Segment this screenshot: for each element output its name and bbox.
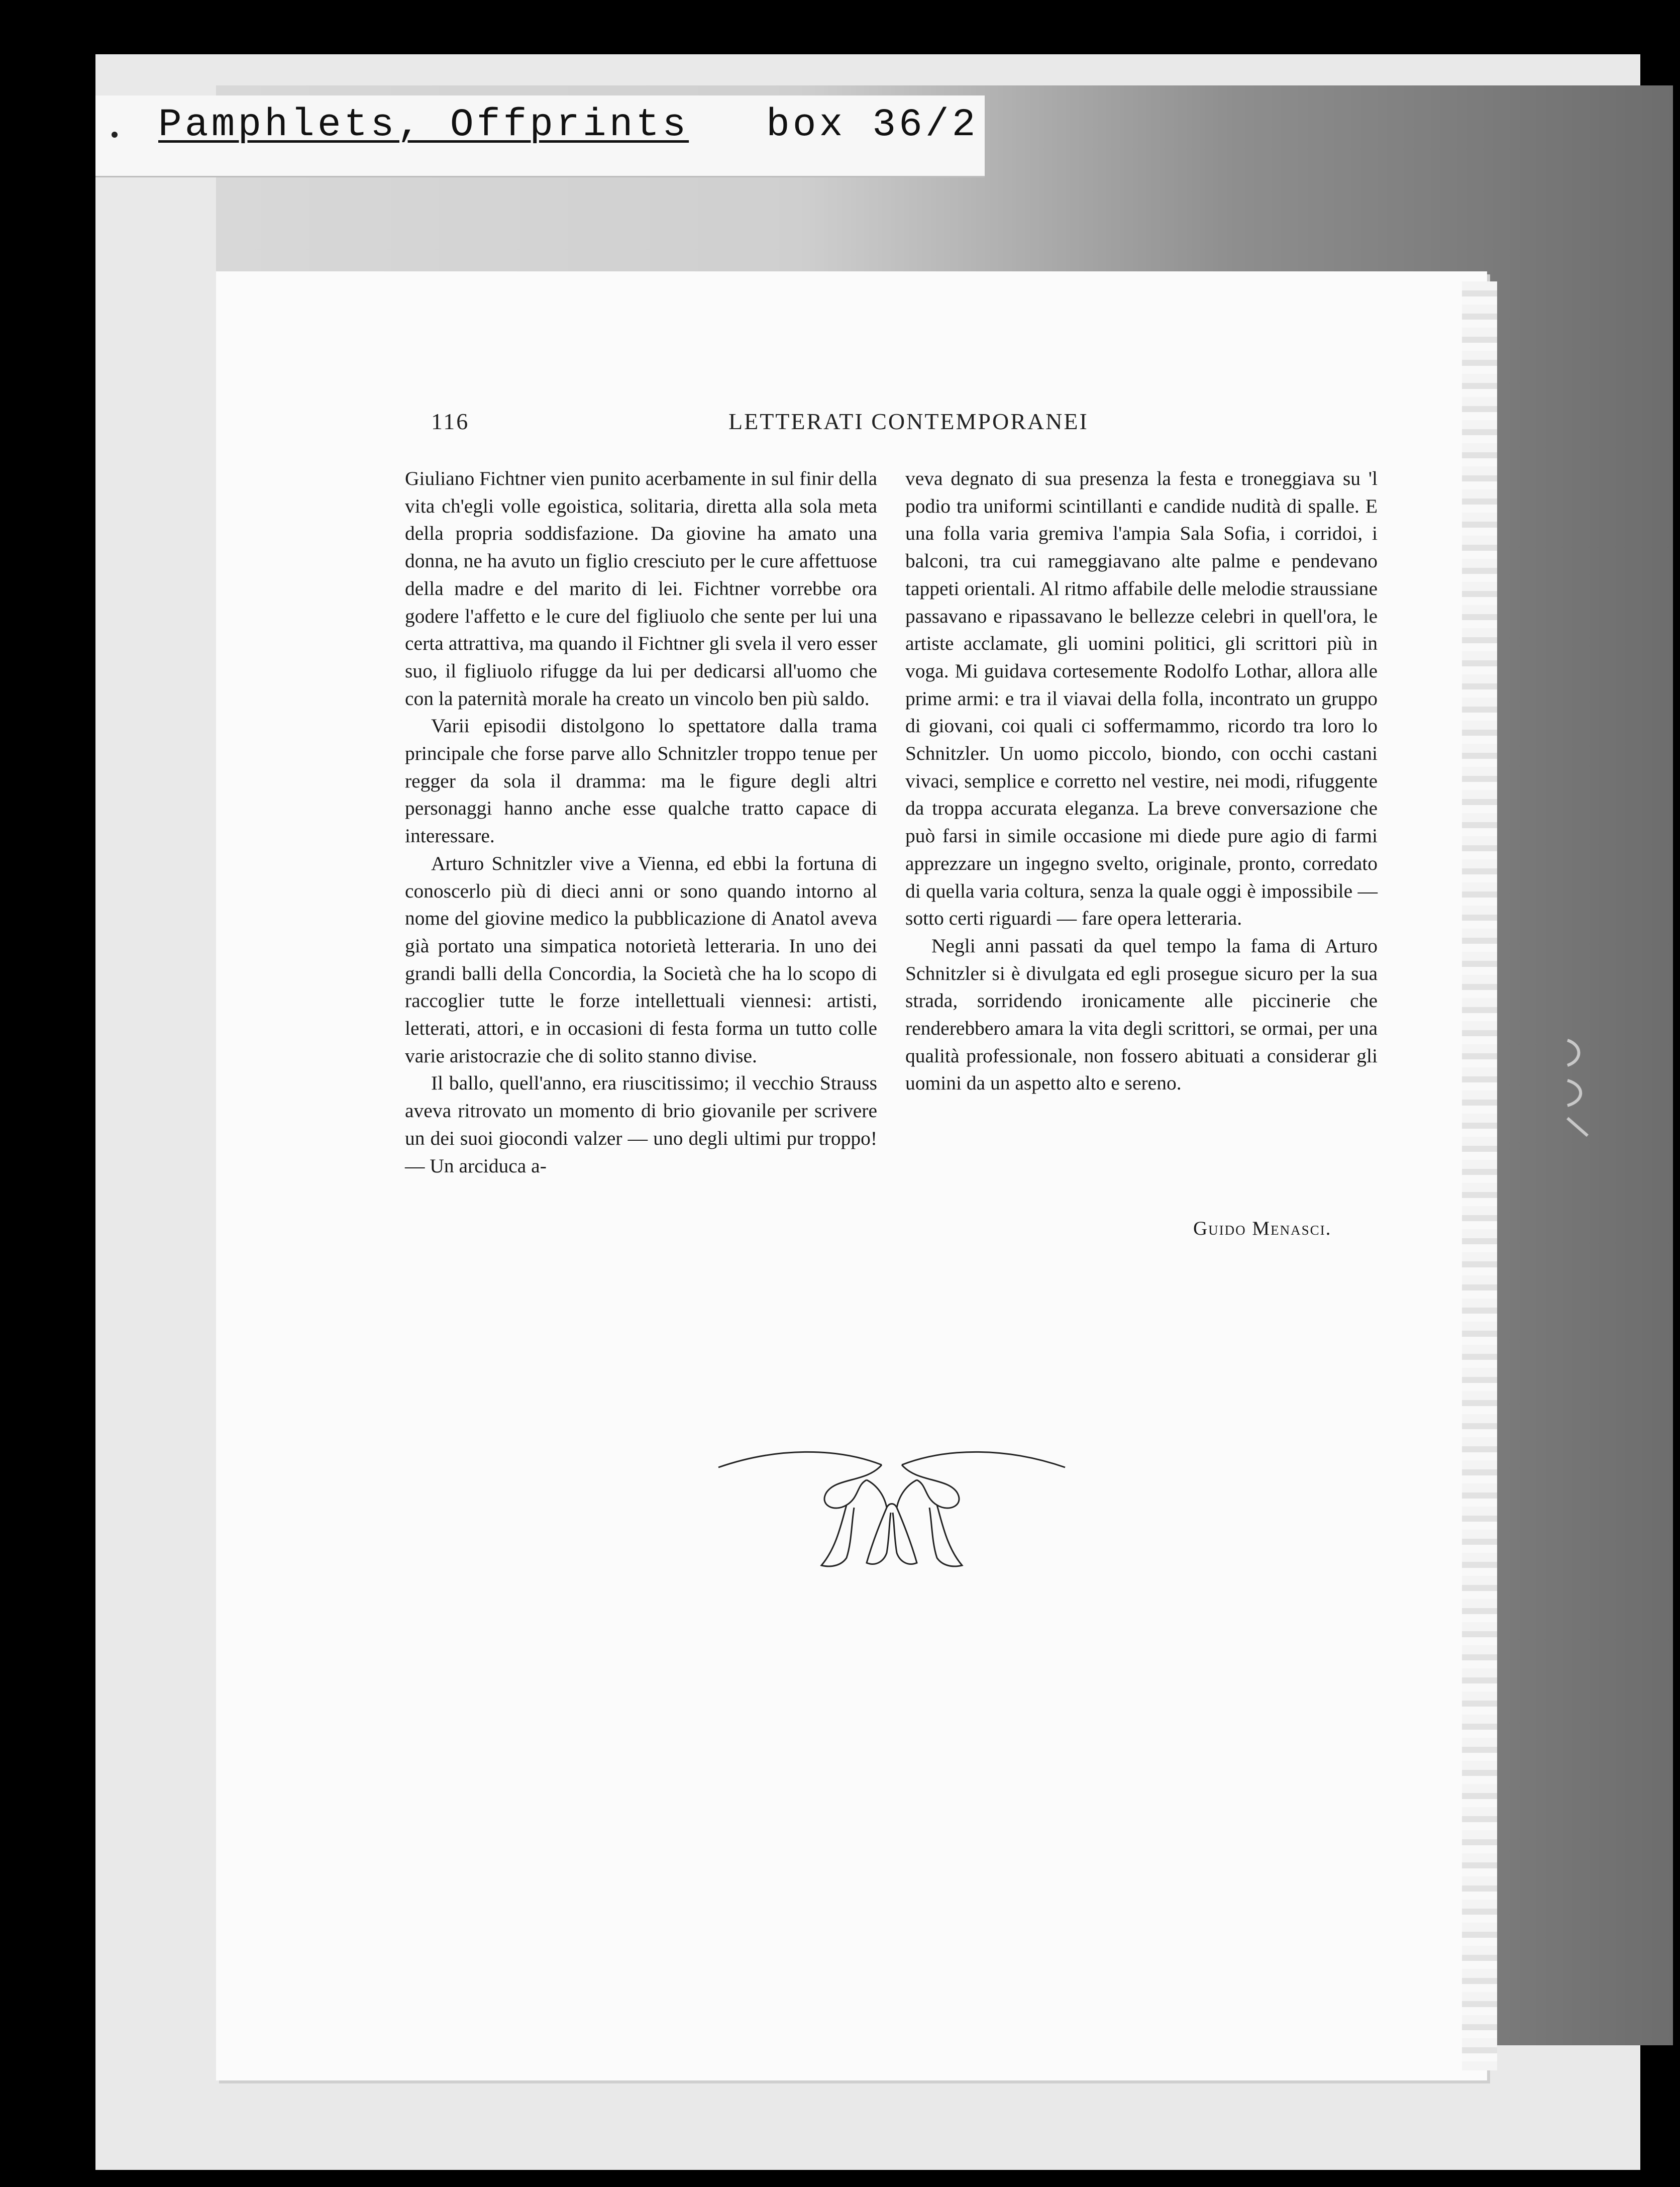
archive-label-category: Pamphlets, Offprints — [158, 103, 689, 147]
torn-page-edge — [1462, 281, 1497, 2070]
paragraph: Arturo Schnitzler vive a Vienna, ed ebbi la fortuna di conoscerlo più di dieci anni or sono quando intorno al nome del giovine medico la pubblicazione di Anatol aveva già portato una simpatica notorietà letteraria. In uno dei grandi balli della Concordia, la Società che ha lo scopo di raccoglier tutte le forze intellettuali viennesi: artisti, letterati, attori, e in occasioni di festa forma un tutto colle varie aristocrazie che di solito stanno divise. — [405, 852, 877, 1067]
paragraph: Il ballo, quell'anno, era riuscitissimo; il vecchio Strauss aveva ritrovato un momento di brio giovanile per scrivere un dei suoi giocondi valzer — uno degli ultimi pur troppo! — Un arciduca a- — [405, 1072, 877, 1177]
paragraph: Giuliano Fichtner vien punito acerbamente in sul finir della vita ch'egli volle egoistica, solitaria, diretta alla sola meta della propria soddisfazione. Da giovine ha amato una donna, ne ha avuto un figlio cresciuto per le cure affettuose della madre e del marito di lei. Fichtner vorrebbe ora godere l'affetto e le cure del figliuolo che sente per lui una certa attrattiva, ma quando il Fichtner gli svela il vero esser suo, il figliuolo rifugge da lui per dedicarsi all'uomo che con la paternità morale ha creato un vincolo ben più saldo. — [405, 467, 877, 710]
floral-vignette-icon — [716, 1437, 1068, 1588]
text-column-right — [905, 465, 1378, 1097]
page-number: 116 — [431, 409, 470, 434]
running-head: LETTERATI CONTEMPORANEI — [728, 409, 1089, 434]
author-signature: Guido Menasci. — [1193, 1218, 1332, 1239]
paragraph: Negli anni passati da quel tempo la fama di Arturo Schnitzler si è divulgata ed egli prosegue sicuro per la sua strada, sorridendo ironicamente alle piccinerie che renderebbero amara la vita degli scrittori, se ormai, per una qualità professionale, non fossero abituati a considerar gli uomini da un aspetto alto e sereno. — [905, 934, 1378, 1095]
text-column-left — [405, 465, 877, 1179]
archive-label-box: box 36/2 — [766, 103, 979, 147]
pencil-annotation-icon — [1557, 1030, 1598, 1141]
paragraph: Varii episodii distolgono lo spettatore dalla trama principale che forse parve allo Schnitzler troppo tenue per regger da sola il dramma: ma le figure degli altri personaggi hanno anche esse qualche tratto capace di interessare. — [405, 715, 877, 847]
paragraph: veva degnato di sua presenza la festa e troneggiava su 'l podio tra uniformi scintillanti e candide nudità di spalle. E una folla varia gremiva l'ampia Sala Sofia, i corridoi, i balconi, tra cui rameggiavano alte palme e pendevano tappeti orientali. Al ritmo affabile delle melodie straussiane passavano e ripassavano le bellezze celebri in quell'ora, le artiste acclamate, gli uomini politici, gli scrittori più in voga. Mi guidava cortesemente Rodolfo Lothar, allora alle prime armi: e tra il viavai della folla, incontrato un gruppo di giovani, coi quali ci soffermammo, ricordo tra loro lo Schnitzler. Un uomo piccolo, biondo, con occhi castani vivaci, semplice e corretto nel vestire, nei modi, rifuggente da troppa accurata eleganza. La breve conversazione che può farsi in simile occasione mi diede pure agio di farmi apprezzare un ingegno svelto, originale, pronto, corredato di quella varia coltura, senza la quale oggi è impossibile — sotto certi riguardi — fare opera letteraria. — [905, 467, 1378, 930]
label-dot — [112, 132, 118, 138]
